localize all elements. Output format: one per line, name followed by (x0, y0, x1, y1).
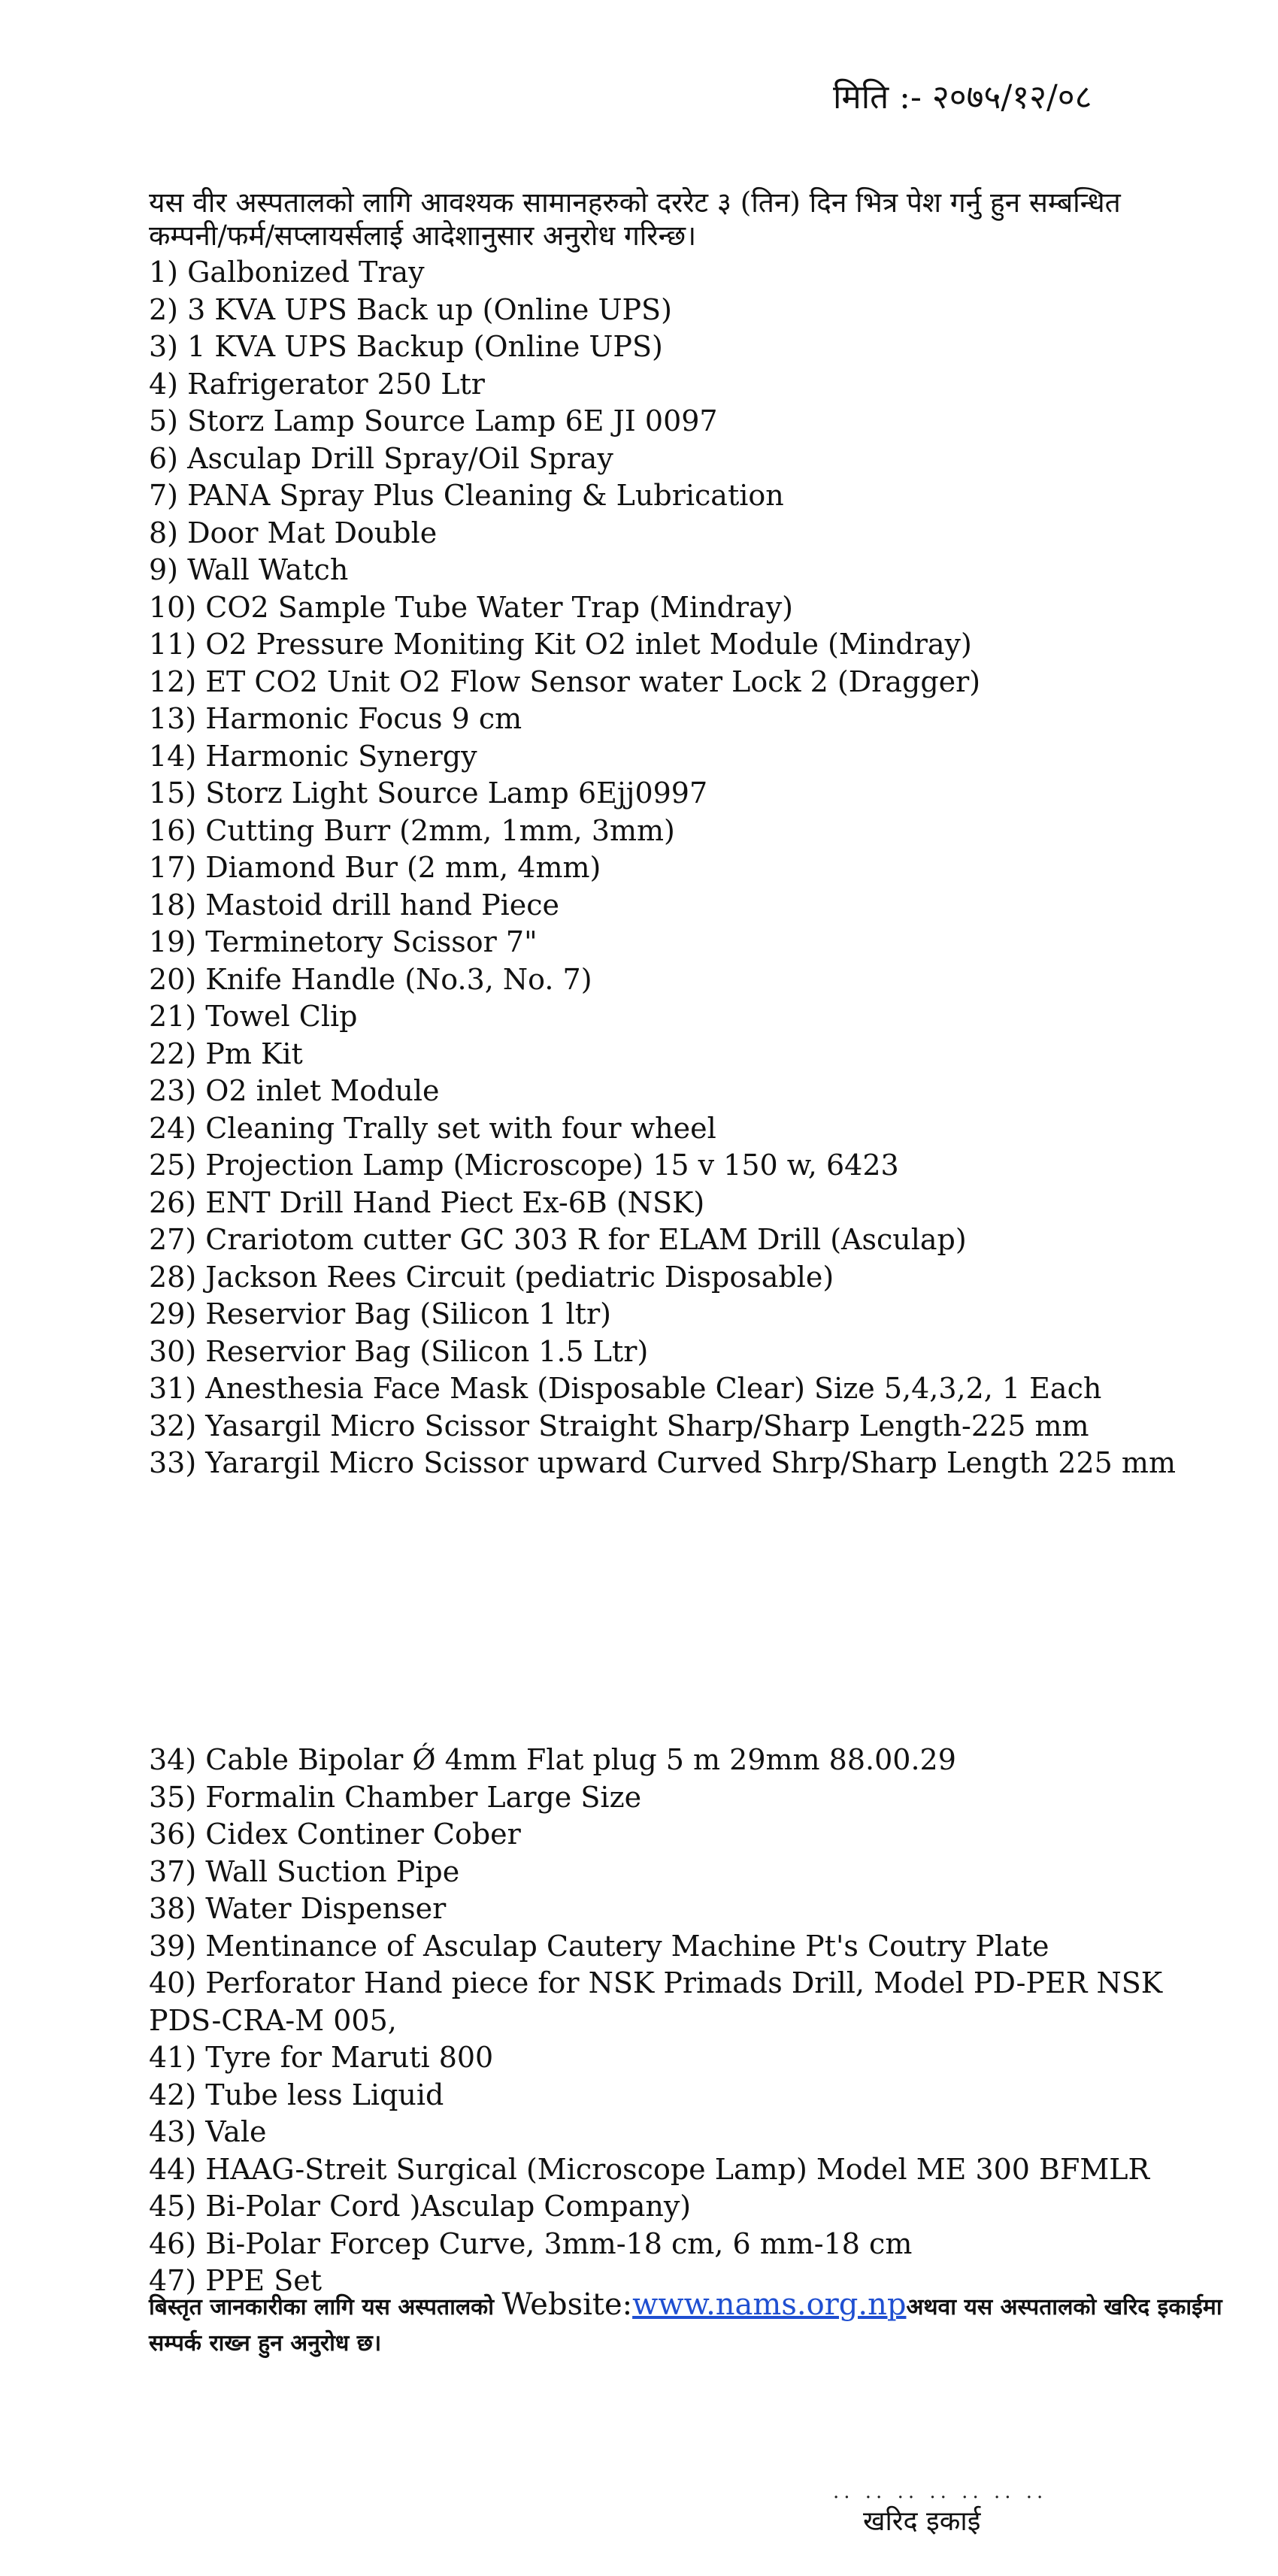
list-item: 17) Diamond Bur (2 mm, 4mm) (149, 851, 601, 884)
list-item: 35) Formalin Chamber Large Size (149, 1780, 642, 1814)
website-label: Website: (501, 2287, 633, 2322)
list-item: 27) Crariotom cutter GC 303 R for ELAM Drill (Asculap) (149, 1223, 967, 1256)
list-item: 2) 3 KVA UPS Back up (Online UPS) (149, 292, 672, 326)
list-item: 40) Perforator Hand piece for NSK Primads Drill, Model PD-PER NSK PDS-CRA-M 005, (149, 1966, 1163, 2037)
list-item: 25) Projection Lamp (Microscope) 15 v 150 w, 6423 (149, 1149, 899, 1182)
list-item: 16) Cutting Burr (2mm, 1mm, 3mm) (149, 813, 675, 847)
footer-note-text-start: बिस्तृत जानकारीका लागि यस अस्पतालको (149, 2294, 502, 2320)
list-item: 4) Rafrigerator 250 Ltr (149, 367, 485, 401)
list-item: 11) O2 Pressure Moniting Kit O2 inlet Module (Mindray) (149, 628, 972, 661)
list-item: 38) Water Dispenser (149, 1892, 447, 1925)
list-item: 37) Wall Suction Pipe (149, 1854, 460, 1888)
list-item: 28) Jackson Rees Circuit (pediatric Disposable) (149, 1260, 834, 1294)
list-item: 7) PANA Spray Plus Cleaning & Lubrication (149, 479, 784, 512)
list-item: 10) CO2 Sample Tube Water Trap (Mindray) (149, 590, 794, 624)
list-item: 23) O2 inlet Module (149, 1074, 440, 1107)
list-item: 32) Yasargil Micro Scissor Straight Sharp/Sharp Length-225 mm (149, 1409, 1089, 1442)
list-item: 8) Door Mat Double (149, 516, 438, 549)
list-item: 39) Mentinance of Asculap Cautery Machine Pt's Coutry Plate (149, 1929, 1049, 1963)
list-item: 20) Knife Handle (No.3, No. 7) (149, 962, 592, 996)
list-item: 44) HAAG-Streit Surgical (Microscope Lamp) Model ME 300 BFMLR (149, 2152, 1150, 2186)
list-item: 5) Storz Lamp Source Lamp 6E JI 0097 (149, 404, 718, 437)
list-item: 15) Storz Light Source Lamp 6Ejj0997 (149, 776, 708, 810)
list-item: 6) Asculap Drill Spray/Oil Spray (149, 441, 613, 475)
list-item: 47) PPE Set (149, 2264, 323, 2297)
list-item: 36) Cidex Continer Cober (149, 1818, 521, 1851)
notice-date: मिति :- २०७५/१२/०८ (833, 78, 1092, 117)
list-item: 45) Bi-Polar Cord )Asculap Company) (149, 2190, 692, 2223)
list-item: 9) Wall Watch (149, 553, 349, 586)
list-item: 43) Vale (149, 2115, 267, 2148)
list-item: 29) Reservior Bag (Silicon 1 ltr) (149, 1297, 611, 1330)
list-item: 41) Tyre for Maruti 800 (149, 2041, 494, 2074)
footer-note (149, 2287, 1231, 2362)
website-link[interactable]: www.nams.org.np (632, 2287, 907, 2322)
list-item: 34) Cable Bipolar Ǿ 4mm Flat plug 5 m 29mm 88.00.29 (149, 1743, 956, 1776)
list-item: 31) Anesthesia Face Mask (Disposable Clear) Size 5,4,3,2, 1 Each (149, 1372, 1102, 1405)
list-item: 46) Bi-Polar Forcep Curve, 3mm-18 cm, 6 mm-18 cm (149, 2226, 913, 2260)
list-item: 22) Pm Kit (149, 1037, 303, 1070)
item-list-part-1 (149, 254, 1176, 1482)
list-item: 19) Terminetory Scissor 7" (149, 925, 538, 958)
notice-intro: यस वीर अस्पतालको लागि आवश्यक सामानहरुको दररेट ३ (तिन) दिन भित्र पेश गर्नु हुन सम्बन्धित कम्पनी/फर्म/सप्लायर्सलाई आदेशानुसार अनुरोध गरिन्छ। (149, 186, 1121, 252)
signature-line: .. .. .. .. .. .. .. (833, 2481, 1048, 2503)
signature-label: खरिद इकाई (863, 2506, 981, 2537)
list-item: 30) Reservior Bag (Silicon 1.5 Ltr) (149, 1334, 649, 1368)
item-list-part-2 (149, 1742, 1216, 2300)
list-item: 24) Cleaning Trally set with four wheel (149, 1111, 716, 1145)
list-item: 42) Tube less Liquid (149, 2078, 444, 2111)
list-item: 18) Mastoid drill hand Piece (149, 888, 560, 922)
list-item: 26) ENT Drill Hand Piect Ex-6B (NSK) (149, 1185, 705, 1219)
list-item: 21) Towel Clip (149, 1000, 358, 1033)
list-item: 1) Galbonized Tray (149, 256, 425, 289)
footer-note-text-end: अथवा यस अस्पतालको खरिद इकाईमा सम्पर्क राख्न हुन अनुरोध छ। (149, 2294, 1222, 2357)
list-item: 13) Harmonic Focus 9 cm (149, 702, 522, 735)
list-item: 33) Yarargil Micro Scissor upward Curved Shrp/Sharp Length 225 mm (149, 1446, 1176, 1479)
list-item: 3) 1 KVA UPS Backup (Online UPS) (149, 330, 663, 363)
list-item: 14) Harmonic Synergy (149, 739, 477, 773)
list-item: 12) ET CO2 Unit O2 Flow Sensor water Lock 2 (Dragger) (149, 664, 981, 698)
